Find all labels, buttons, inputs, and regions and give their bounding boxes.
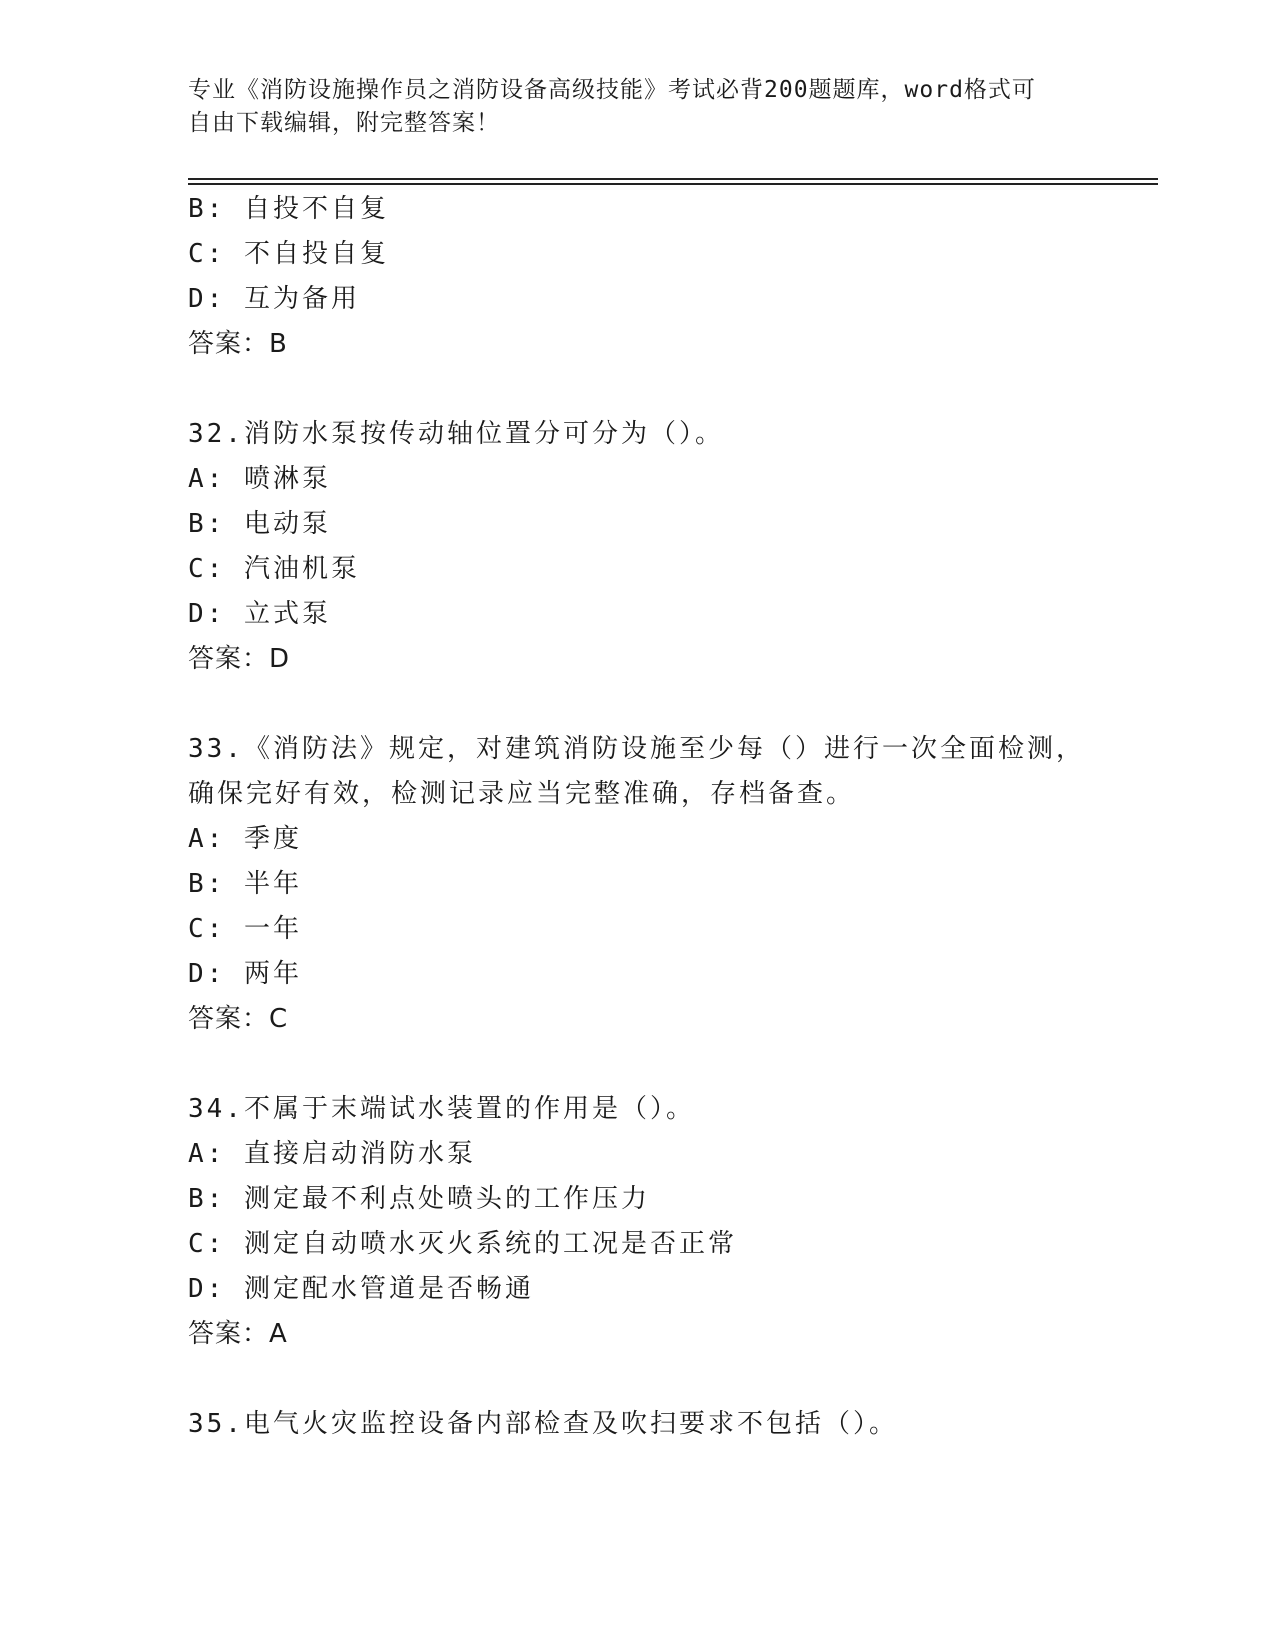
q34-option-a: A: 直接启动消防水泵 bbox=[188, 1139, 476, 1169]
q32-option-b: B: 电动泵 bbox=[188, 509, 331, 539]
header-line-1: 专业《消防设施操作员之消防设备高级技能》考试必背200题题库，word格式可 bbox=[188, 77, 1036, 103]
q35-question: 35.电气火灾监控设备内部检查及吹扫要求不包括（）。 bbox=[188, 1409, 898, 1439]
q33-option-a: A: 季度 bbox=[188, 824, 302, 854]
q32-option-a: A: 喷淋泵 bbox=[188, 464, 331, 494]
prev-answer: 答案：B bbox=[188, 329, 288, 359]
header-line-2: 自由下载编辑，附完整答案！ bbox=[188, 110, 500, 136]
q32-question: 32.消防水泵按传动轴位置分可分为（）。 bbox=[188, 419, 724, 449]
q32-option-c: C: 汽油机泵 bbox=[188, 554, 360, 584]
document-header bbox=[188, 74, 1068, 140]
q33-question-line-2: 确保完好有效，检测记录应当完整准确，存档备查。 bbox=[188, 779, 856, 809]
header-divider-bottom bbox=[188, 183, 1158, 185]
q34-question: 34.不属于末端试水装置的作用是（）。 bbox=[188, 1094, 695, 1124]
q34-option-c: C: 测定自动喷水灭火系统的工况是否正常 bbox=[188, 1229, 737, 1259]
q34-option-b: B: 测定最不利点处喷头的工作压力 bbox=[188, 1184, 650, 1214]
prev-option-b: B: 自投不自复 bbox=[188, 194, 389, 224]
q34-answer: 答案：A bbox=[188, 1319, 288, 1349]
q33-option-b: B: 半年 bbox=[188, 869, 302, 899]
prev-option-d: D: 互为备用 bbox=[188, 284, 360, 314]
q33-option-d: D: 两年 bbox=[188, 959, 302, 989]
prev-option-c: C: 不自投自复 bbox=[188, 239, 389, 269]
q33-question-line-1: 33.《消防法》规定，对建筑消防设施至少每（）进行一次全面检测， bbox=[188, 734, 1085, 764]
header-divider-top bbox=[188, 178, 1158, 180]
q32-option-d: D: 立式泵 bbox=[188, 599, 331, 629]
q33-option-c: C: 一年 bbox=[188, 914, 302, 944]
q33-answer: 答案：C bbox=[188, 1004, 289, 1034]
q34-option-d: D: 测定配水管道是否畅通 bbox=[188, 1274, 534, 1304]
q32-answer: 答案：D bbox=[188, 644, 291, 674]
